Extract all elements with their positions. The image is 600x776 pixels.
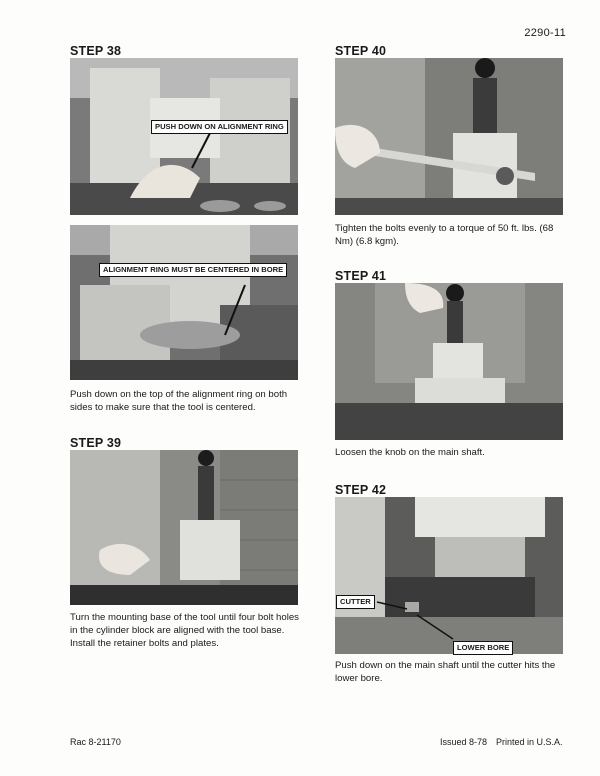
footer-printed: Printed in U.S.A. (496, 737, 563, 747)
step-38-photo-1 (70, 58, 298, 215)
step-41-photo (335, 283, 563, 440)
step-40-heading: STEP 40 (335, 44, 387, 58)
cutter-callout: CUTTER (336, 595, 375, 609)
step-39-heading: STEP 39 (70, 436, 122, 450)
step-41-heading: STEP 41 (335, 269, 387, 283)
step-42-photo (335, 497, 563, 654)
step-41-caption: Loosen the knob on the main shaft. (335, 447, 485, 458)
footer-issued: Issued 8-78 (440, 737, 488, 747)
step-40-caption: Tighten the bolts evenly to a torque of 50 ft. lbs. (68 Nm) (6.8 kgm). (335, 223, 554, 247)
step-39-caption: Turn the mounting base of the tool until four bolt holes in the cylinder block are aligned with the tool base. Install the retainer bolts and plates. (70, 612, 299, 649)
alignment-ring-callout: ALIGNMENT RING MUST BE CENTERED IN BORE (99, 263, 287, 277)
page-number: 2290-11 (524, 27, 566, 39)
step-39-photo (70, 450, 298, 605)
step-38-caption: Push down on the top of the alignment ring on both sides to make sure that the tool is centered. (70, 389, 288, 413)
lower-bore-callout: LOWER BORE (453, 641, 513, 655)
step-42-heading: STEP 42 (335, 483, 387, 497)
step-38-photo-2 (70, 225, 298, 380)
footer-document-code: Rac 8-21170 (70, 737, 121, 747)
step-40-photo (335, 58, 563, 215)
step-42-caption: Push down on the main shaft until the cutter hits the lower bore. (335, 660, 556, 684)
push-down-callout: PUSH DOWN ON ALIGNMENT RING (151, 120, 288, 134)
step-38-heading: STEP 38 (70, 44, 122, 58)
